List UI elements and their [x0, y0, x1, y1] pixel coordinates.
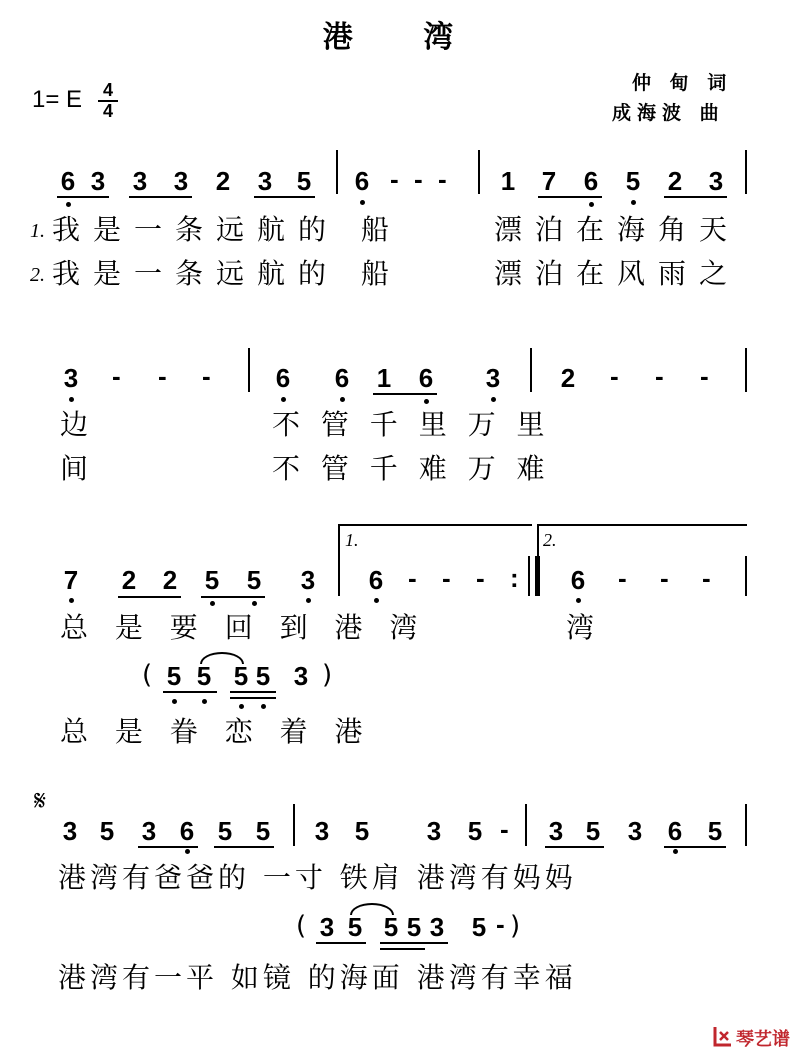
- note: 2: [560, 363, 576, 393]
- beam: [254, 196, 315, 198]
- lyric-char: 湾: [566, 611, 595, 644]
- note: 5: [625, 166, 641, 196]
- note: 6: [418, 363, 434, 393]
- low-octave-dot: [252, 601, 257, 606]
- low-octave-dot: [673, 849, 678, 854]
- key-signature: 1= E: [32, 86, 83, 113]
- dash: -: [112, 361, 121, 391]
- paren-close: ): [510, 911, 521, 941]
- low-octave-dot: [172, 699, 177, 704]
- first-ending-bracket: [338, 524, 532, 556]
- note: 2: [121, 565, 137, 595]
- note: 3: [300, 565, 316, 595]
- note: 3: [319, 912, 335, 942]
- note: 3: [132, 166, 148, 196]
- time-signature-bottom: 4: [102, 101, 113, 121]
- low-octave-dot: [491, 397, 496, 402]
- low-octave-dot: [69, 598, 74, 603]
- note: 5: [166, 661, 182, 691]
- lyric-line: 不 管 千 里 万 里: [272, 408, 551, 441]
- note: 3: [173, 166, 189, 196]
- verse-number: 1.: [30, 220, 45, 242]
- song-title: 港 湾: [322, 20, 484, 55]
- dash: -: [390, 164, 399, 194]
- barline: [745, 556, 747, 596]
- dash: -: [496, 909, 505, 939]
- dash: -: [618, 563, 627, 593]
- low-octave-dot: [239, 704, 244, 709]
- barline: [478, 150, 480, 194]
- low-octave-dot: [185, 849, 190, 854]
- time-signature: [98, 82, 118, 120]
- note: 5: [383, 912, 399, 942]
- low-octave-dot: [306, 598, 311, 603]
- note: 2: [215, 166, 231, 196]
- second-ending-label: 2.: [543, 530, 557, 550]
- low-octave-dot: [576, 598, 581, 603]
- note: 3: [257, 166, 273, 196]
- note: 2: [667, 166, 683, 196]
- note: 3: [63, 363, 79, 393]
- logo-text: 琴艺谱: [736, 1029, 790, 1050]
- note: 6: [334, 363, 350, 393]
- beam: [373, 393, 437, 395]
- segno-sign: 𝄋: [34, 784, 47, 817]
- lyric-line: 漂泊在风雨之: [494, 257, 741, 290]
- beam: [201, 596, 265, 598]
- dash: -: [442, 563, 451, 593]
- note: 3: [293, 661, 309, 691]
- beam: [664, 196, 727, 198]
- beam: [316, 942, 366, 944]
- site-logo: [712, 1022, 798, 1050]
- low-octave-dot: [210, 601, 215, 606]
- beam: [664, 846, 726, 848]
- dash: -: [408, 563, 417, 593]
- note: 6: [179, 816, 195, 846]
- beam: [545, 846, 604, 848]
- note: 3: [62, 816, 78, 846]
- note: 5: [585, 816, 601, 846]
- barline: [530, 348, 532, 392]
- note: 5: [255, 661, 271, 691]
- lyric-line: 港湾有一平 如镜 的海面 港湾有幸福: [58, 961, 577, 994]
- note: 3: [627, 816, 643, 846]
- low-octave-dot: [261, 704, 266, 709]
- dash: -: [500, 814, 509, 844]
- low-octave-dot: [360, 200, 365, 205]
- barline: [293, 804, 295, 846]
- note: 3: [314, 816, 330, 846]
- dash: -: [610, 361, 619, 391]
- lyric-line: 我是一条远航的 船: [52, 257, 402, 290]
- lyric-line: 不 管 千 难 万 难: [272, 452, 551, 485]
- note: 5: [233, 661, 249, 691]
- note: 5: [255, 816, 271, 846]
- verse-number: 2.: [30, 264, 45, 286]
- beam: [129, 196, 192, 198]
- barline: [248, 348, 250, 392]
- barline: [336, 150, 338, 194]
- dash: -: [655, 361, 664, 391]
- dash: -: [476, 563, 485, 593]
- note: 5: [246, 565, 262, 595]
- note: 7: [541, 166, 557, 196]
- note: 3: [426, 816, 442, 846]
- note: 5: [99, 816, 115, 846]
- paren-open: (: [296, 911, 307, 941]
- dash: -: [660, 563, 669, 593]
- note: 5: [406, 912, 422, 942]
- note: 6: [275, 363, 291, 393]
- lyric-char: 边: [60, 408, 89, 441]
- note: 6: [583, 166, 599, 196]
- lyric-char: 间: [60, 452, 89, 485]
- barline: [745, 348, 747, 392]
- dash: -: [702, 563, 711, 593]
- low-octave-dot: [631, 200, 636, 205]
- note: 5: [707, 816, 723, 846]
- lyric-line: 总 是 要 回 到 港 湾: [60, 611, 427, 644]
- low-octave-dot: [281, 397, 286, 402]
- composer-credit: 成海波 曲: [612, 102, 725, 124]
- note: 5: [471, 912, 487, 942]
- barline: [338, 556, 340, 596]
- barline: [745, 804, 747, 846]
- note: 6: [354, 166, 370, 196]
- beam: [380, 948, 425, 950]
- beam: [118, 596, 181, 598]
- note: 7: [63, 565, 79, 595]
- beam: [138, 846, 198, 848]
- low-octave-dot: [424, 399, 429, 404]
- lyric-line: 漂泊在海角天: [494, 213, 741, 246]
- note: 3: [548, 816, 564, 846]
- beam: [57, 196, 109, 198]
- note: 3: [141, 816, 157, 846]
- second-ending-bracket: [537, 524, 747, 556]
- dash: -: [158, 361, 167, 391]
- note: 3: [90, 166, 106, 196]
- thick-barline: [535, 556, 540, 596]
- note: 1: [376, 363, 392, 393]
- barline: [525, 804, 527, 846]
- lyric-line: 总 是 眷 恋 着 港: [60, 715, 372, 748]
- note: 1: [500, 166, 516, 196]
- low-octave-dot: [589, 202, 594, 207]
- time-signature-top: 4: [102, 80, 113, 100]
- beam: [538, 196, 602, 198]
- note: 3: [708, 166, 724, 196]
- dash: -: [202, 361, 211, 391]
- low-octave-dot: [202, 699, 207, 704]
- beam: [214, 846, 274, 848]
- slur: [350, 903, 394, 915]
- note: 3: [485, 363, 501, 393]
- beam: [163, 691, 217, 693]
- slur: [200, 652, 244, 664]
- low-octave-dot: [340, 397, 345, 402]
- lyric-line: 港湾有爸爸的 一寸 铁肩 港湾有妈妈: [58, 861, 577, 894]
- lyricist-credit: 仲 ​甸 词: [632, 72, 733, 94]
- beam: [380, 942, 448, 944]
- dash: -: [700, 361, 709, 391]
- low-octave-dot: [69, 397, 74, 402]
- barline: [528, 556, 530, 596]
- note: 6: [667, 816, 683, 846]
- low-octave-dot: [374, 598, 379, 603]
- first-ending-label: 1.: [345, 530, 359, 550]
- paren-open: (: [142, 660, 153, 690]
- beam: [230, 697, 276, 699]
- note: 5: [204, 565, 220, 595]
- repeat-dots: :: [510, 563, 519, 593]
- lyric-line: 我是一条远航的 船: [52, 213, 402, 246]
- note: 3: [429, 912, 445, 942]
- note: 5: [347, 912, 363, 942]
- low-octave-dot: [66, 202, 71, 207]
- barline: [745, 150, 747, 194]
- note: 2: [162, 565, 178, 595]
- note: 5: [467, 816, 483, 846]
- note: 5: [196, 661, 212, 691]
- note: 6: [368, 565, 384, 595]
- note: 5: [217, 816, 233, 846]
- paren-close: ): [322, 660, 333, 690]
- beam: [230, 691, 276, 693]
- dash: -: [414, 164, 423, 194]
- dash: -: [438, 164, 447, 194]
- note: 5: [296, 166, 312, 196]
- note: 6: [60, 166, 76, 196]
- logo-icon: [712, 1024, 734, 1048]
- note: 6: [570, 565, 586, 595]
- note: 5: [354, 816, 370, 846]
